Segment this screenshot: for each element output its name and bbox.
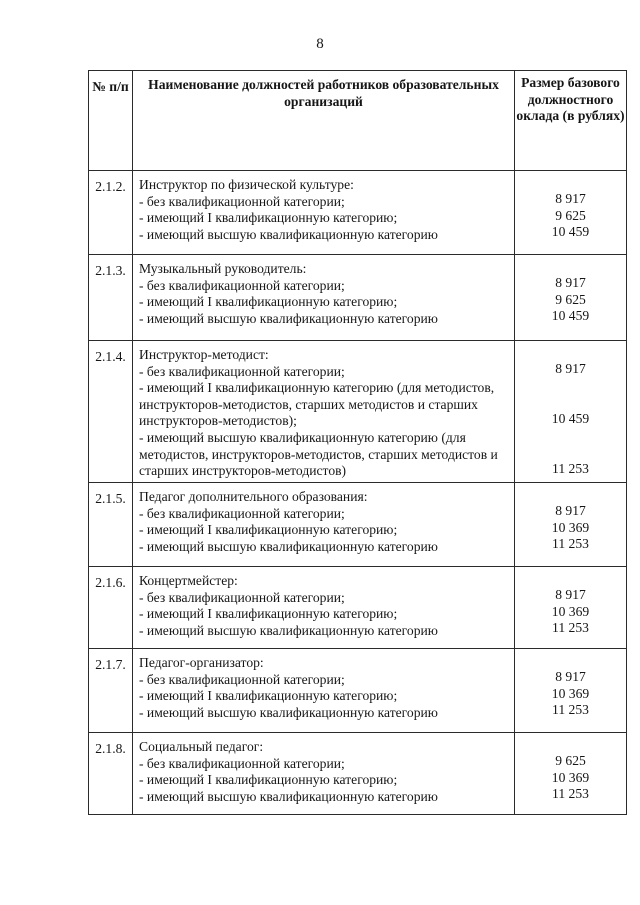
category-line: - имеющий I квалификационную категорию; bbox=[139, 210, 398, 226]
table-row bbox=[89, 733, 627, 815]
row-number: 2.1.3. bbox=[89, 255, 133, 341]
table-row bbox=[89, 255, 627, 341]
salary-value: 10 369 bbox=[551, 519, 590, 535]
category-line: - имеющий высшую квалификационную категорию bbox=[139, 226, 438, 242]
position-cell bbox=[133, 341, 515, 483]
table-row bbox=[89, 483, 627, 567]
salary-value: 9 625 bbox=[555, 753, 586, 768]
category-line: - имеющий высшую квалификационную категорию bbox=[139, 310, 438, 326]
position-cell bbox=[133, 567, 515, 649]
position-cell bbox=[133, 483, 515, 567]
salary-value: 10 369 bbox=[551, 769, 590, 785]
salary-value: 11 253 bbox=[552, 461, 589, 477]
category-line: - без квалификационной категории; bbox=[139, 277, 345, 293]
position-cell bbox=[133, 733, 515, 815]
salary-value: 9 625 bbox=[555, 207, 586, 223]
salary-value: 8 917 bbox=[555, 361, 586, 376]
position-cell bbox=[133, 255, 515, 341]
table-row bbox=[89, 171, 627, 255]
salary-cell bbox=[515, 649, 627, 733]
header-salary: Размер базового должностного оклада (в рублях) bbox=[515, 71, 627, 171]
category-line: - имеющий I квалификационную категорию; bbox=[139, 606, 398, 622]
salary-cell bbox=[515, 483, 627, 567]
salary-value: 8 917 bbox=[555, 669, 586, 684]
salary-value: 11 253 bbox=[552, 620, 589, 636]
category-line: - без квалификационной категории; bbox=[139, 505, 345, 521]
salary-value: 10 459 bbox=[551, 308, 590, 324]
row-number: 2.1.2. bbox=[89, 171, 133, 255]
row-number: 2.1.7. bbox=[89, 649, 133, 733]
salary-value: 9 625 bbox=[555, 291, 586, 307]
category-line: - имеющий I квалификационную категорию; bbox=[139, 522, 398, 538]
salary-value: 8 917 bbox=[555, 275, 586, 290]
category-line: - имеющий высшую квалификационную категорию bbox=[139, 704, 438, 720]
position-title: Музыкальный руководитель: bbox=[139, 261, 307, 276]
category-line: - без квалификационной категории; bbox=[139, 193, 345, 209]
salary-value: 10 369 bbox=[551, 603, 590, 619]
salary-value: 10 459 bbox=[551, 410, 590, 426]
salary-cell bbox=[515, 567, 627, 649]
category-line: - имеющий высшую квалификационную категорию bbox=[139, 538, 438, 554]
category-line: - имеющий I квалификационную категорию (для методистов, инструкторов-методистов, старших методистов и старших инструкторов-методистов); bbox=[139, 380, 495, 429]
category-line: - без квалификационной категории; bbox=[139, 755, 345, 771]
salary-cell bbox=[515, 255, 627, 341]
salary-value: 8 917 bbox=[555, 503, 586, 518]
header-number: № п/п bbox=[89, 71, 133, 171]
salary-value: 10 369 bbox=[551, 685, 590, 701]
category-line: - имеющий высшую квалификационную категорию (для методистов, инструкторов-методистов, старших методистов и старших инструкторов-методистов) bbox=[139, 429, 498, 479]
header-position-name: Наименование должностей работников образовательных организаций bbox=[133, 71, 515, 171]
category-line: - имеющий высшую квалификационную категорию bbox=[139, 788, 438, 804]
table-header-row bbox=[89, 71, 627, 171]
position-cell bbox=[133, 171, 515, 255]
position-title: Инструктор по физической культуре: bbox=[139, 177, 354, 192]
salary-cell bbox=[515, 171, 627, 255]
position-cell bbox=[133, 649, 515, 733]
salary-cell bbox=[515, 733, 627, 815]
position-title: Концертмейстер: bbox=[139, 573, 238, 588]
salary-value: 11 253 bbox=[552, 702, 589, 718]
category-line: - без квалификационной категории; bbox=[139, 671, 345, 687]
category-line: - имеющий I квалификационную категорию; bbox=[139, 294, 398, 310]
salary-value: 11 253 bbox=[552, 536, 589, 552]
row-number: 2.1.4. bbox=[89, 341, 133, 483]
category-line: - имеющий I квалификационную категорию; bbox=[139, 772, 398, 788]
table-row bbox=[89, 341, 627, 483]
page-number: 8 bbox=[316, 36, 324, 52]
category-line: - имеющий I квалификационную категорию; bbox=[139, 688, 398, 704]
table-row bbox=[89, 649, 627, 733]
salary-value: 10 459 bbox=[551, 224, 590, 240]
position-title: Педагог дополнительного образования: bbox=[139, 489, 368, 504]
salary-value: 11 253 bbox=[552, 786, 589, 802]
position-title: Инструктор-методист: bbox=[139, 347, 269, 362]
row-number: 2.1.6. bbox=[89, 567, 133, 649]
table-row bbox=[89, 567, 627, 649]
position-title: Педагог-организатор: bbox=[139, 655, 264, 670]
position-title: Социальный педагог: bbox=[139, 739, 264, 754]
row-number: 2.1.8. bbox=[89, 733, 133, 815]
salary-value: 8 917 bbox=[555, 191, 586, 206]
salary-value: 8 917 bbox=[555, 587, 586, 602]
row-number: 2.1.5. bbox=[89, 483, 133, 567]
salary-cell bbox=[515, 341, 627, 483]
category-line: - без квалификационной категории; bbox=[139, 363, 345, 379]
category-line: - без квалификационной категории; bbox=[139, 589, 345, 605]
category-line: - имеющий высшую квалификационную категорию bbox=[139, 622, 438, 638]
salary-table bbox=[88, 70, 627, 815]
